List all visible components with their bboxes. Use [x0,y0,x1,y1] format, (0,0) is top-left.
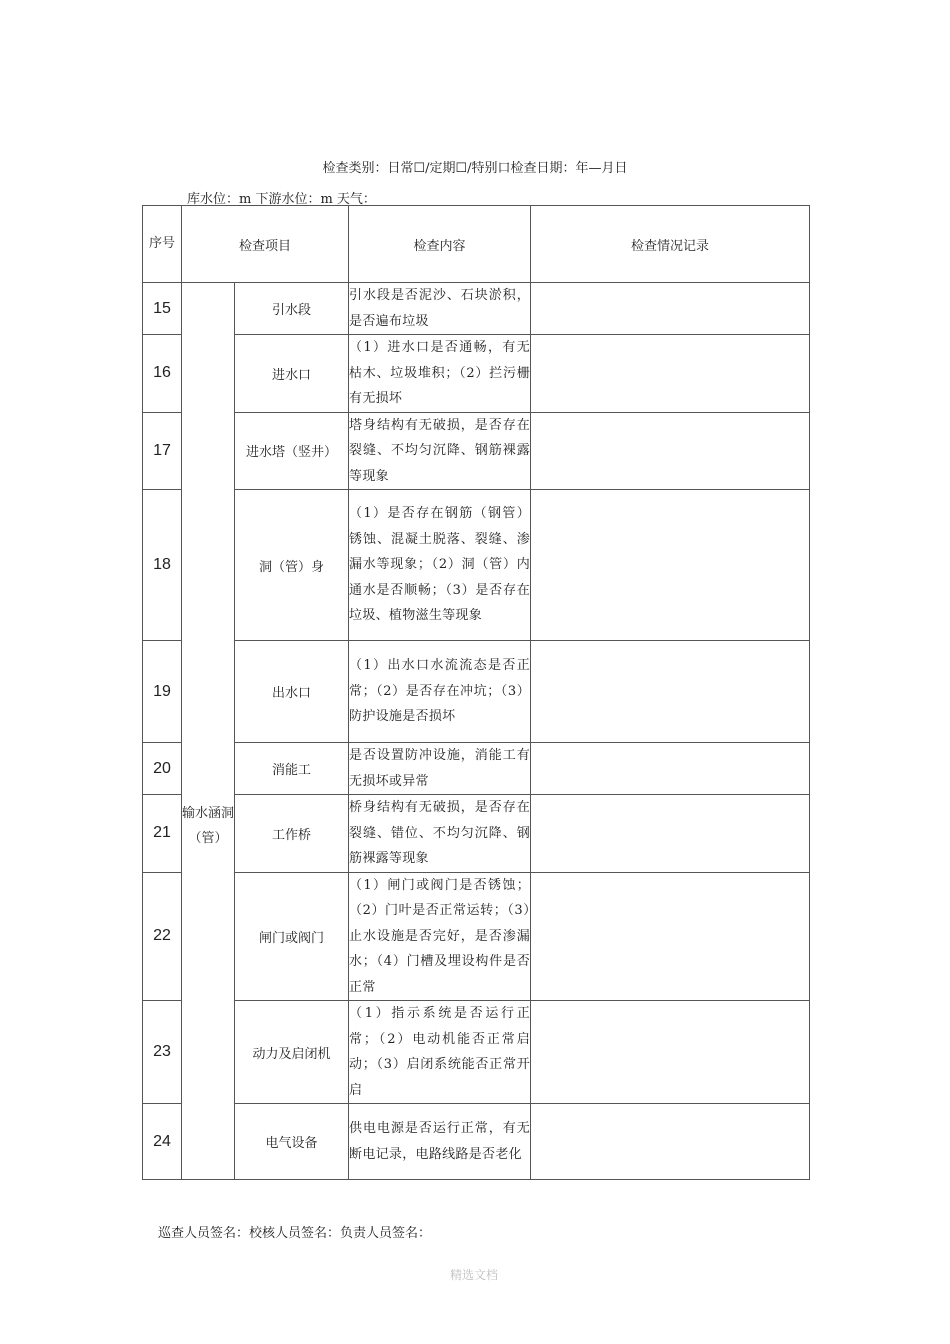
row-record[interactable] [531,795,810,873]
header-item: 检查项目 [182,206,349,283]
row-number: 15 [143,283,182,335]
row-content: （1）是否存在钢筋（钢管）锈蚀、混凝土脱落、裂缝、渗漏水等现象；（2）洞（管）内通水是否顺畅；（3）是否存在垃圾、植物滋生等现象 [349,490,531,641]
row-number: 23 [143,1001,182,1104]
table-row [143,872,810,1001]
row-item: 进水口 [235,335,349,413]
row-item: 出水口 [235,641,349,743]
row-number: 24 [143,1104,182,1180]
water-level-line: 库水位：m 下游水位：m 天气： [187,192,376,207]
row-record[interactable] [531,743,810,795]
row-record[interactable] [531,283,810,335]
row-number: 18 [143,490,182,641]
row-record[interactable] [531,490,810,641]
check-category-line: 检查类别：日常☐/定期☐/特别口检查日期：年—月日 [322,161,628,176]
row-record[interactable] [531,641,810,743]
row-number: 20 [143,743,182,795]
row-record[interactable] [531,1001,810,1104]
row-content: 塔身结构有无破损，是否存在裂缝、不均匀沉降、钢筋裸露等现象 [349,412,531,490]
row-content: （1）进水口是否通畅，有无枯木、垃圾堆积；（2）拦污栅有无损坏 [349,335,531,413]
row-number: 19 [143,641,182,743]
row-item: 进水塔（竖井） [235,412,349,490]
row-item: 洞（管）身 [235,490,349,641]
table-row [143,641,810,743]
table-row [143,795,810,873]
table-row [143,1104,810,1180]
row-content: 引水段是否泥沙、石块淤积，是否遍布垃圾 [349,283,531,335]
row-item: 工作桥 [235,795,349,873]
row-number: 22 [143,872,182,1001]
table-row [143,743,810,795]
row-number: 16 [143,335,182,413]
row-record[interactable] [531,335,810,413]
row-content: 供电电源是否运行正常，有无断电记录，电路线路是否老化 [349,1104,531,1180]
watermark: 精选文档 [449,1268,498,1282]
row-item: 引水段 [235,283,349,335]
header-record: 检查情况记录 [531,206,810,283]
table-row [143,335,810,413]
row-item: 电气设备 [235,1104,349,1180]
table-header-row [143,206,810,283]
row-number: 21 [143,795,182,873]
header-content: 检查内容 [349,206,531,283]
row-record[interactable] [531,1104,810,1180]
row-item: 动力及启闭机 [235,1001,349,1104]
row-item: 闸门或阀门 [235,872,349,1001]
inspection-table [142,205,810,1180]
category-cell: 输水涵洞（管） [182,283,235,1180]
table-row [143,412,810,490]
signature-line: 巡查人员签名：校核人员签名：负责人员签名： [158,1226,432,1241]
row-content: 桥身结构有无破损，是否存在裂缝、错位、不均匀沉降、钢筋裸露等现象 [349,795,531,873]
table-row [143,283,810,335]
row-content: 是否设置防冲设施，消能工有无损坏或异常 [349,743,531,795]
row-record[interactable] [531,412,810,490]
row-item: 消能工 [235,743,349,795]
row-number: 17 [143,412,182,490]
row-content: （1）闸门或阀门是否锈蚀；（2）门叶是否正常运转；（3）止水设施是否完好，是否渗漏水；（4）门槽及埋设构件是否正常 [349,872,531,1001]
row-record[interactable] [531,872,810,1001]
row-content: （1）出水口水流流态是否正常；（2）是否存在冲坑；（3）防护设施是否损坏 [349,641,531,743]
row-content: （1）指示系统是否运行正常；（2）电动机能否正常启动；（3）启闭系统能否正常开启 [349,1001,531,1104]
table-row [143,1001,810,1104]
table-row [143,490,810,641]
header-seq: 序号 [143,206,182,283]
